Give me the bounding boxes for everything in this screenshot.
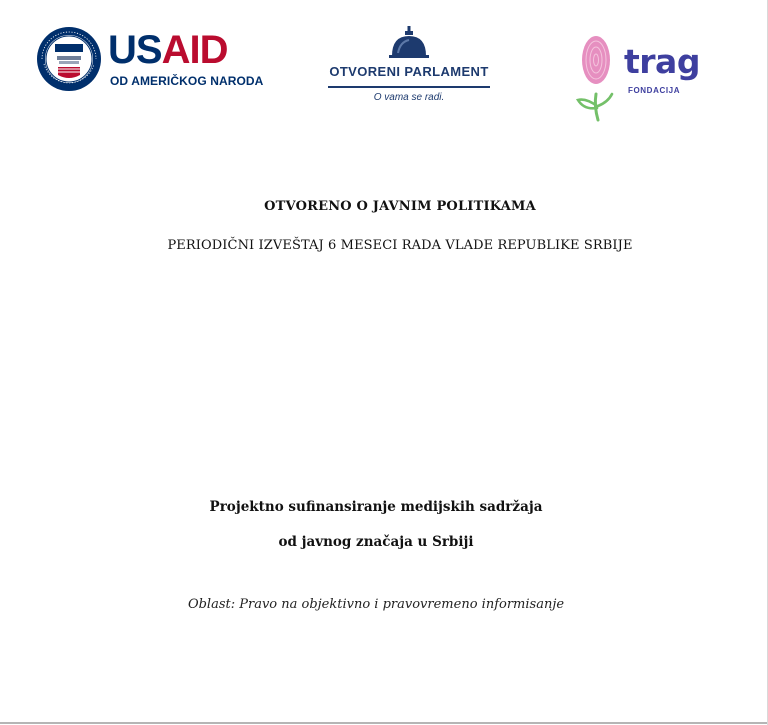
usaid-logo [36,26,268,94]
trag-logo [572,34,718,124]
trag-wordmark: trag [624,42,700,81]
otvoreni-parlament-name: OTVORENI PARLAMENT [329,64,489,79]
usaid-aid-text: AID [161,28,228,72]
document-heading: OTVORENO O JAVNIM POLITIKAMA [264,199,536,214]
project-title-line-2: od javnog značaja u Srbiji [278,534,474,550]
document-subheading: PERIODIČNI IZVEŠTAJ 6 MESECI RADA VLADE REPUBLIKE SRBIJE [167,238,633,253]
logo-divider [328,86,490,88]
otvoreni-parlament-tagline: O vama se radi. [373,92,445,103]
fingerprint-flower-icon [572,34,626,122]
trag-subtitle: FONDACIJA [628,86,681,95]
usaid-us-text: US [108,28,162,72]
usaid-wordmark [108,30,227,70]
project-title-line-1: Projektno sufinansiranje medijskih sadržaja [209,499,543,515]
parliament-dome-icon [388,26,430,60]
usaid-subtitle: OD AMERIČKOG NARODA [110,74,264,88]
usaid-seal-icon [36,26,102,92]
otvoreni-parlament-logo [324,26,494,108]
page-bottom-edge [0,722,767,724]
document-area: Oblast: Pravo na objektivno i pravovremeno informisanje [187,597,565,612]
